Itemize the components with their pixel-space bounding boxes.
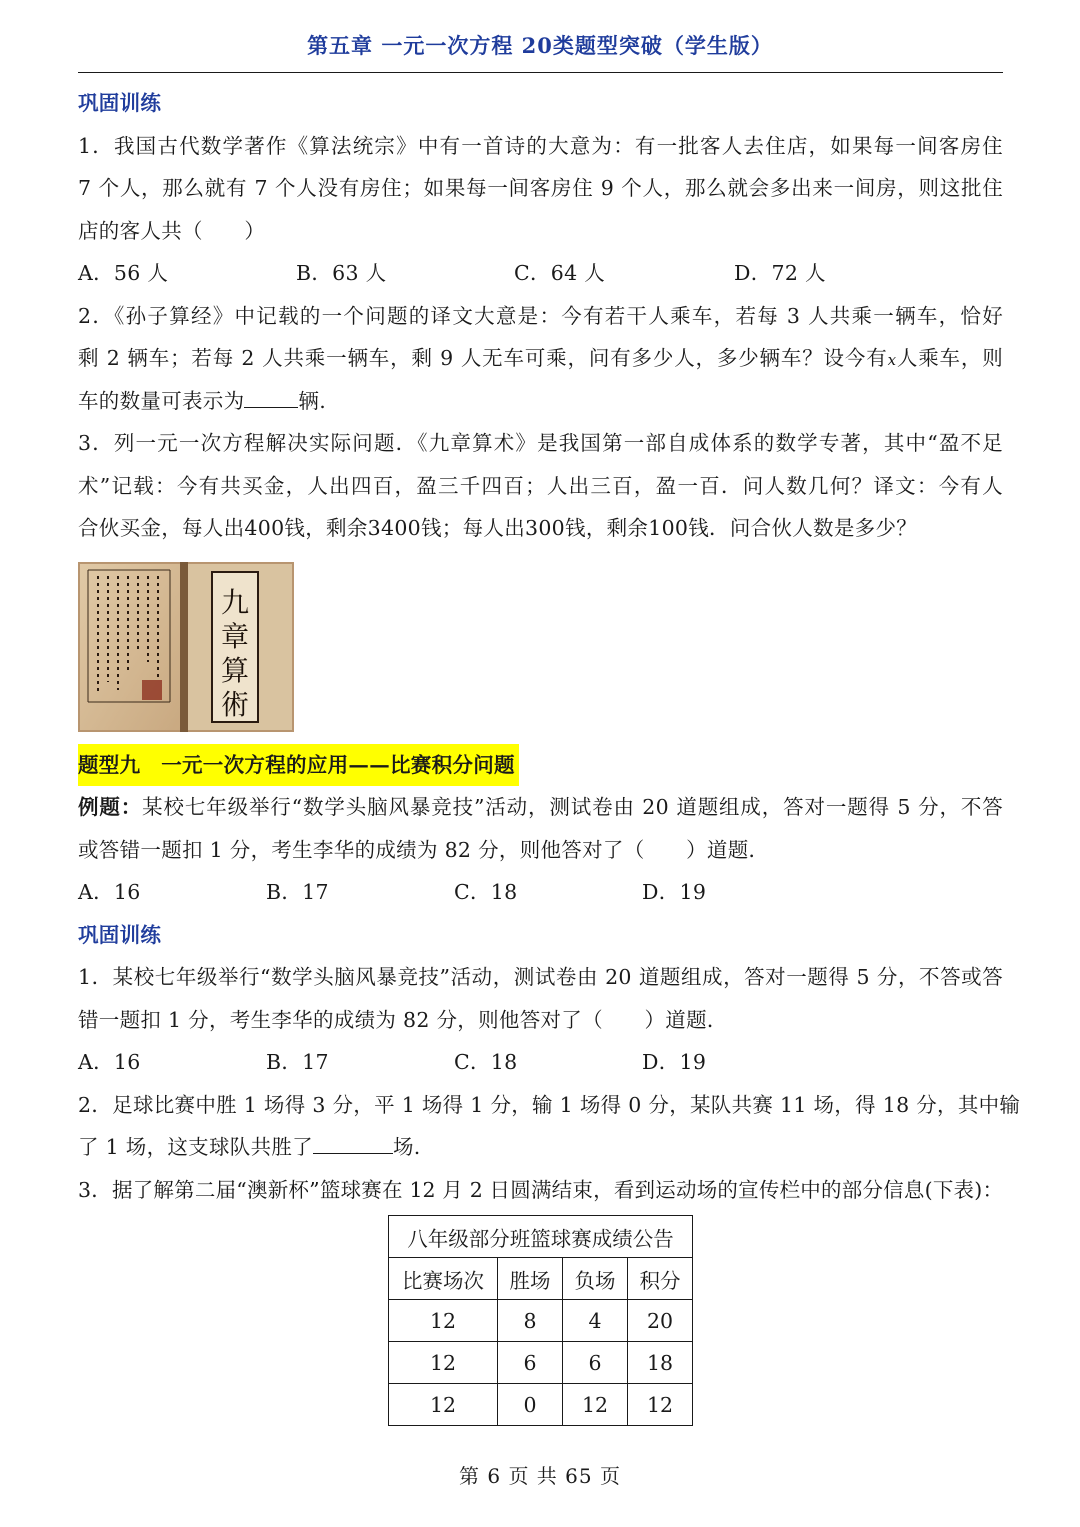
example-option-d: D．19 — [642, 880, 707, 904]
section-title-consolidation-2: 巩固训练 — [78, 922, 162, 947]
example-option-a: A．16 — [78, 880, 141, 904]
q1-option-d: D．72 人 — [734, 261, 826, 285]
table-row — [389, 1384, 693, 1426]
score-table — [388, 1215, 693, 1426]
q2-line-2-post: 人乘车，则 — [896, 346, 1004, 370]
q2-line-2 — [78, 337, 1003, 380]
table-header-cell: 积分 — [628, 1258, 693, 1300]
s2-q2-line-1: 2．足球比赛中胜 1 场得 3 分，平 1 场得 1 分，输 1 场得 0 分，某队共赛 11 场，得 18 分，其中输 — [78, 1092, 1021, 1117]
s2-q2-line-2-pre: 了 1 场，这支球队共胜了 — [78, 1135, 313, 1159]
table-title-row — [389, 1216, 693, 1258]
example-option-c: C．18 — [454, 880, 518, 904]
table-cell: 12 — [389, 1300, 498, 1342]
q1-line-3: 店的客人共（ ） — [78, 218, 266, 243]
table-header-cell: 负场 — [563, 1258, 628, 1300]
q1-option-a: A．56 人 — [78, 261, 169, 285]
q2-line-2-pre: 剩 2 辆车；若每 2 人共乘一辆车，剩 9 人无车可乘，问有多少人，多少辆车？设今有 — [78, 346, 888, 370]
q3-line-3: 合伙买金，每人出400钱，剩余3400钱；每人出300钱，剩余100钱．问合伙人数是多少？ — [78, 516, 918, 540]
table-title: 八年级部分班篮球赛成绩公告 — [389, 1216, 693, 1258]
table-cell: 6 — [498, 1342, 563, 1384]
q1-option-c: C．64 人 — [514, 261, 606, 285]
example-line-1 — [78, 786, 1003, 829]
q3-line-2: 术”记载：今有共买金，人出四百，盈三千四百；人出三百，盈一百．问人数几何？译文：今有人 — [78, 473, 1003, 498]
table-header-cell: 胜场 — [498, 1258, 563, 1300]
header-divider — [78, 72, 1003, 73]
book-illustration — [78, 562, 294, 732]
s2-q3-line-1: 3．据了解第二届“澳新杯”篮球赛在 12 月 2 日圆满结束，看到运动场的宣传栏中的部分信息(下表)： — [78, 1177, 1003, 1202]
book-cover-char-2: 章 — [220, 619, 250, 653]
page-content — [78, 82, 1021, 1426]
q1-options — [78, 252, 1003, 295]
q1-line-2: 7 个人，那么就有 7 个人没有房住；如果每一间客房住 9 个人，那么就会多出来一间房，则这批住 — [78, 176, 1003, 200]
table-cell: 12 — [389, 1342, 498, 1384]
page-number-footer: 第 6 页 共 65 页 — [459, 1464, 621, 1488]
table-cell: 12 — [389, 1384, 498, 1426]
q2-answer-blank — [244, 381, 298, 408]
table-cell: 4 — [563, 1300, 628, 1342]
s2-q2-answer-blank — [313, 1127, 393, 1154]
example-line-2: 或答错一题扣 1 分，考生李华的成绩为 82 分，则他答对了（ ）道题． — [78, 837, 770, 862]
type9-title-row — [78, 744, 1003, 787]
score-table-wrapper — [78, 1215, 1003, 1426]
q2-line-3 — [78, 380, 1003, 423]
section-title-consolidation-1: 巩固训练 — [78, 91, 162, 115]
table-row — [389, 1342, 693, 1384]
q1-option-b: B．63 人 — [296, 261, 387, 285]
q2-line-3-pre: 车的数量可表示为 — [78, 388, 245, 413]
s2-q2-line-2 — [78, 1126, 1003, 1169]
s2-q1-line-1: 1．某校七年级举行“数学头脑风暴竞技”活动，测试卷由 20 道题组成，答对一题得 5 分，不答或答 — [78, 965, 1003, 989]
table-header-cell: 比赛场次 — [389, 1258, 498, 1300]
q3-line-1: 3．列一元一次方程解决实际问题．《九章算术》是我国第一部自成体系的数学专著，其中“盈不足 — [78, 431, 1003, 455]
s2-q1-line-2: 错一题扣 1 分，考生李华的成绩为 82 分，则他答对了（ ）道题． — [78, 1007, 728, 1032]
s2-q1-options — [78, 1041, 1003, 1084]
example-line-1-text: 某校七年级举行“数学头脑风暴竞技”活动，测试卷由 20 道题组成，答对一题得 5 分，不答 — [142, 795, 1003, 819]
q2-variable-x: x — [887, 351, 897, 369]
table-cell: 18 — [628, 1342, 693, 1384]
table-cell: 12 — [628, 1384, 693, 1426]
s2-q1-option-b: B．17 — [266, 1050, 329, 1074]
table-header-row — [389, 1258, 693, 1300]
jiuzhang-suanshu-book-image — [78, 562, 294, 732]
s2-q1-option-d: D．19 — [642, 1050, 707, 1074]
s2-q1-option-a: A．16 — [78, 1050, 141, 1074]
table-row — [389, 1300, 693, 1342]
s2-q1-option-c: C．18 — [454, 1050, 518, 1074]
example-label: 例题： — [78, 795, 143, 819]
table-cell: 20 — [628, 1300, 693, 1342]
example-options — [78, 871, 1003, 914]
q2-line-1: 2．《孙子算经》中记载的一个问题的译文大意是：今有若干人乘车，若每 3 人共乘一辆车，恰好 — [78, 303, 1003, 328]
q1-line-1: 1．我国古代数学著作《算法统宗》中有一首诗的大意为：有一批客人去住店，如果每一间客房住 — [78, 133, 1003, 158]
s2-q2-line-2-post: 场. — [392, 1135, 421, 1159]
type9-title: 题型九 一元一次方程的应用——比赛积分问题 — [78, 744, 519, 787]
book-cover-char-4: 術 — [220, 687, 250, 721]
table-cell: 0 — [498, 1384, 563, 1426]
page-header-title: 第五章 一元一次方程 20类题型突破（学生版） — [307, 33, 773, 58]
book-cover-char-1: 九 — [220, 585, 250, 619]
q2-line-3-post: 辆. — [298, 388, 327, 413]
table-cell: 8 — [498, 1300, 563, 1342]
book-cover-char-3: 算 — [220, 653, 250, 687]
example-option-b: B．17 — [266, 880, 329, 904]
table-cell: 12 — [563, 1384, 628, 1426]
table-cell: 6 — [563, 1342, 628, 1384]
